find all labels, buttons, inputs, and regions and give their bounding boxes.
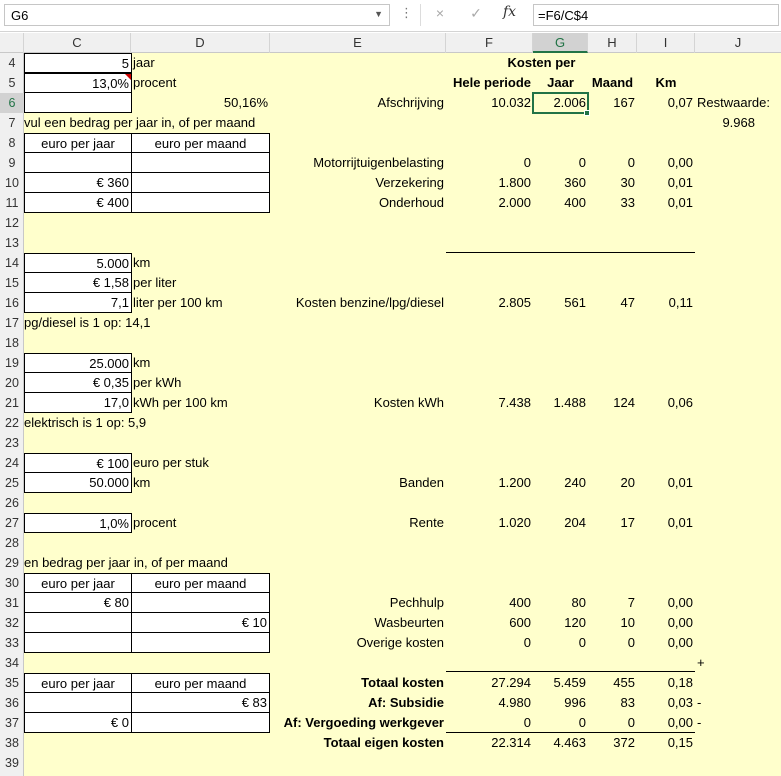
column-header-h[interactable]: H [588,33,637,53]
row-header[interactable]: 4 [8,56,16,70]
row-header[interactable]: 33 [5,636,19,650]
cell-c24[interactable]: € 100 [24,453,132,473]
cell-e21[interactable]: Kosten kWh [373,395,444,410]
cell-kosten-per[interactable]: Kosten per [507,55,576,70]
formula-input[interactable] [533,4,779,26]
cell-g21[interactable]: 1.488 [553,395,586,410]
cell-c11[interactable]: € 400 [24,193,132,213]
cell-i10[interactable]: 0,01 [667,175,693,190]
cell-d21[interactable]: kWh per 100 km [133,395,228,410]
cell-d15[interactable]: per liter [133,275,177,290]
row-header[interactable]: 22 [5,416,19,430]
cell-h5[interactable]: Maand [591,75,634,90]
cell-c16[interactable]: 7,1 [24,293,132,313]
enter-icon[interactable]: ✓ [470,5,482,21]
cell-i5[interactable]: Km [655,75,677,90]
cell-c21[interactable]: 17,0 [24,393,132,413]
column-header-g[interactable]: G [533,33,588,53]
cell-g10[interactable]: 360 [564,175,586,190]
cell-f33[interactable]: 0 [523,635,531,650]
cell-c25[interactable]: 50.000 [24,473,132,493]
chevron-down-icon[interactable]: ▼ [374,9,383,19]
row-header[interactable]: 10 [5,176,19,190]
cell-g25[interactable]: 240 [564,475,586,490]
cell-j37[interactable]: - [697,715,702,730]
row-header[interactable]: 16 [5,296,19,310]
cell-f11[interactable]: 2.000 [498,195,531,210]
row-header[interactable]: 12 [5,216,19,230]
cell-g33[interactable]: 0 [578,635,586,650]
cell-h11[interactable]: 33 [620,195,635,210]
row-header[interactable]: 23 [5,436,19,450]
cell-h9[interactable]: 0 [627,155,635,170]
cell-f5[interactable]: Hele periode [452,75,531,90]
row-header[interactable]: 34 [5,656,19,670]
worksheet-grid[interactable] [0,53,781,776]
row-header[interactable]: 38 [5,736,19,750]
cell-h16[interactable]: 47 [620,295,635,310]
cell-c14[interactable]: 5.000 [24,253,132,273]
cell-c29[interactable]: en bedrag per jaar in, of per maand [24,555,228,570]
cell-e6[interactable]: Afschrijving [377,95,444,110]
cell-h6[interactable]: 167 [613,95,635,110]
cell-f37[interactable]: 0 [523,715,531,730]
cell-f31[interactable]: 400 [509,595,531,610]
cell-i38[interactable]: 0,15 [667,735,693,750]
cancel-icon[interactable]: × [435,5,445,21]
cell-d20[interactable]: per kWh [133,375,182,390]
cell-e38[interactable]: Totaal eigen kosten [323,735,444,750]
cell-d30[interactable]: euro per maand [131,573,270,593]
cell-f10[interactable]: 1.800 [498,175,531,190]
cell-e27[interactable]: Rente [409,515,444,530]
cell-c36[interactable] [24,693,132,713]
row-header[interactable]: 30 [5,576,19,590]
cell-e33[interactable]: Overige kosten [356,635,444,650]
cell-h21[interactable]: 124 [613,395,635,410]
row-header[interactable]: 24 [5,456,19,470]
cell-d37[interactable] [131,713,270,733]
cell-i31[interactable]: 0,00 [667,595,693,610]
cell-c32[interactable] [24,613,132,633]
cell-d33[interactable] [131,633,270,653]
cell-c17[interactable]: pg/diesel is 1 op: 14,1 [24,315,151,330]
cell-d9[interactable] [131,153,270,173]
cell-d27[interactable]: procent [133,515,177,530]
cell-f36[interactable]: 4.980 [498,695,531,710]
cell-g6[interactable]: 2.006 [553,95,586,110]
cell-d25[interactable]: km [133,475,151,490]
cell-c7[interactable]: vul een bedrag per jaar in, of per maand [24,115,256,130]
cell-d5[interactable]: procent [133,75,177,90]
cell-c37[interactable]: € 0 [24,713,132,733]
row-header[interactable]: 26 [5,496,19,510]
cell-f6[interactable]: 10.032 [491,95,531,110]
name-box[interactable] [4,4,390,26]
cell-i21[interactable]: 0,06 [667,395,693,410]
cell-e37[interactable]: Af: Vergoeding werkgever [283,715,444,730]
fill-handle[interactable] [584,110,590,116]
column-header-c[interactable]: C [24,33,131,53]
cell-h27[interactable]: 17 [620,515,635,530]
cell-h33[interactable]: 0 [627,635,635,650]
cell-i16[interactable]: 0,11 [668,295,693,310]
cell-d19[interactable]: km [133,355,151,370]
cell-c15[interactable]: € 1,58 [24,273,132,293]
cell-e31[interactable]: Pechhulp [389,595,444,610]
section-divider [446,252,695,253]
cell-h36[interactable]: 83 [620,695,635,710]
row-header[interactable]: 9 [8,156,16,170]
cell-i6[interactable]: 0,07 [667,95,693,110]
cell-f35[interactable]: 27.294 [491,675,531,690]
cell-g11[interactable]: 400 [564,195,586,210]
cell-f21[interactable]: 7.438 [498,395,531,410]
cell-g36[interactable]: 996 [564,695,586,710]
cell-h10[interactable]: 30 [620,175,635,190]
cell-e9[interactable]: Motorrijtuigenbelasting [313,155,444,170]
row-header[interactable]: 31 [5,596,19,610]
cell-h31[interactable]: 7 [627,595,635,610]
cell-e16[interactable]: Kosten benzine/lpg/diesel [295,295,444,310]
row-header[interactable]: 29 [5,556,19,570]
cell-d10[interactable] [131,173,270,193]
cell-f27[interactable]: 1.020 [498,515,531,530]
cell-i27[interactable]: 0,01 [667,515,693,530]
row-header[interactable]: 11 [5,196,19,210]
row-header[interactable]: 20 [5,376,19,390]
formula-bar [0,0,781,32]
cell-j6[interactable]: Restwaarde: [697,95,770,110]
cell-e10[interactable]: Verzekering [375,175,444,190]
cell-d16[interactable]: liter per 100 km [133,295,223,310]
cell-f25[interactable]: 1.200 [498,475,531,490]
row-header[interactable]: 17 [5,316,19,330]
row-header[interactable]: 35 [5,676,19,690]
row-header[interactable]: 19 [5,356,19,370]
cell-i35[interactable]: 0,18 [667,675,693,690]
cell-e32[interactable]: Wasbeurten [374,615,444,630]
cell-d6[interactable]: 50,16% [223,95,268,110]
column-header-d[interactable]: D [131,33,270,53]
cell-d24[interactable]: euro per stuk [133,455,209,470]
formula-bar-divider [420,4,421,26]
cell-d36[interactable]: € 83 [131,693,270,713]
column-headers [0,33,781,53]
row-header[interactable]: 39 [5,756,19,770]
insert-function-icon[interactable]: fx [503,4,517,20]
cell-j34[interactable]: + [697,655,705,670]
row-header[interactable]: 25 [5,476,19,490]
cell-c31[interactable]: € 80 [24,593,132,613]
cell-g27[interactable]: 204 [564,515,586,530]
cell-c35[interactable]: euro per jaar [24,673,132,693]
more-icon[interactable]: ⋮ [400,5,413,20]
cell-d11[interactable] [131,193,270,213]
cell-g35[interactable]: 5.459 [553,675,586,690]
cell-d31[interactable] [131,593,270,613]
cell-c20[interactable]: € 0,35 [24,373,132,393]
row-headers [0,53,24,776]
cell-e11[interactable]: Onderhoud [378,195,444,210]
cell-f16[interactable]: 2.805 [498,295,531,310]
cell-i9[interactable]: 0,00 [667,155,693,170]
select-all-corner[interactable] [0,33,24,53]
cell-g16[interactable]: 561 [564,295,586,310]
cell-i32[interactable]: 0,00 [667,615,693,630]
row-header[interactable]: 15 [5,276,19,290]
cell-h38[interactable]: 372 [613,735,635,750]
row-header[interactable]: 36 [5,696,19,710]
row-header[interactable]: 14 [5,256,19,270]
cell-g5[interactable]: Jaar [547,75,574,90]
cell-h35[interactable]: 455 [613,675,635,690]
column-header-i[interactable]: I [637,33,695,53]
selection-outline [532,92,589,114]
cell-i37[interactable]: 0,00 [667,715,693,730]
cell-h37[interactable]: 0 [627,715,635,730]
cell-d4[interactable]: jaar [133,55,155,70]
cell-e25[interactable]: Banden [399,475,444,490]
cell-c5[interactable]: 13,0% [24,73,132,93]
cell-d14[interactable]: km [133,255,151,270]
row-header[interactable]: 5 [8,76,16,90]
column-header-j[interactable]: J [734,35,742,50]
cell-d8[interactable]: euro per maand [131,133,270,153]
row-header[interactable]: 13 [5,236,19,250]
cell-f38[interactable]: 22.314 [491,735,531,750]
cell-i36[interactable]: 0,03 [667,695,693,710]
cell-c27[interactable]: 1,0% [24,513,132,533]
row-header[interactable]: 21 [5,396,19,410]
cell-c22[interactable]: elektrisch is 1 op: 5,9 [24,415,147,430]
cell-c19[interactable]: 25.000 [24,353,132,373]
cell-i25[interactable]: 0,01 [667,475,693,490]
cell-f32[interactable]: 600 [509,615,531,630]
row-header[interactable]: 8 [8,136,16,150]
cell-e36[interactable]: Af: Subsidie [368,695,444,710]
cell-g9[interactable]: 0 [578,155,586,170]
formula-text: =F6/C$4 [538,8,589,23]
cell-e35[interactable]: Totaal kosten [361,675,444,690]
name-box-value: G6 [11,8,29,23]
cell-c4[interactable]: 5 [24,53,132,73]
cell-j36[interactable]: - [697,695,702,710]
column-header-f[interactable]: F [446,33,533,53]
cell-i33[interactable]: 0,00 [667,635,693,650]
row-header[interactable]: 7 [8,116,16,130]
cell-c6[interactable] [24,93,132,113]
row-header[interactable]: 18 [5,336,19,350]
cell-c8[interactable]: euro per jaar [24,133,132,153]
row-header[interactable]: 37 [5,716,19,730]
cell-g31[interactable]: 80 [571,595,586,610]
cell-j7[interactable]: 9.968 [722,115,755,130]
cell-d35[interactable]: euro per maand [131,673,270,693]
row-header[interactable]: 27 [5,516,19,530]
cell-g38[interactable]: 4.463 [553,735,586,750]
total-divider [446,671,695,672]
column-header-e[interactable]: E [270,33,446,53]
row-header[interactable]: 32 [5,616,19,630]
row-header[interactable]: 28 [5,536,19,550]
cell-c30[interactable]: euro per jaar [24,573,132,593]
cell-f9[interactable]: 0 [523,155,531,170]
cell-c33[interactable] [24,633,132,653]
cell-c9[interactable] [24,153,132,173]
cell-c10[interactable]: € 360 [24,173,132,193]
cell-h25[interactable]: 20 [620,475,635,490]
cell-g37[interactable]: 0 [578,715,586,730]
cell-g32[interactable]: 120 [564,615,586,630]
cell-d32[interactable]: € 10 [131,613,270,633]
cell-i11[interactable]: 0,01 [667,195,693,210]
row-header-active[interactable]: 6 [0,93,24,113]
cell-h32[interactable]: 10 [620,615,635,630]
